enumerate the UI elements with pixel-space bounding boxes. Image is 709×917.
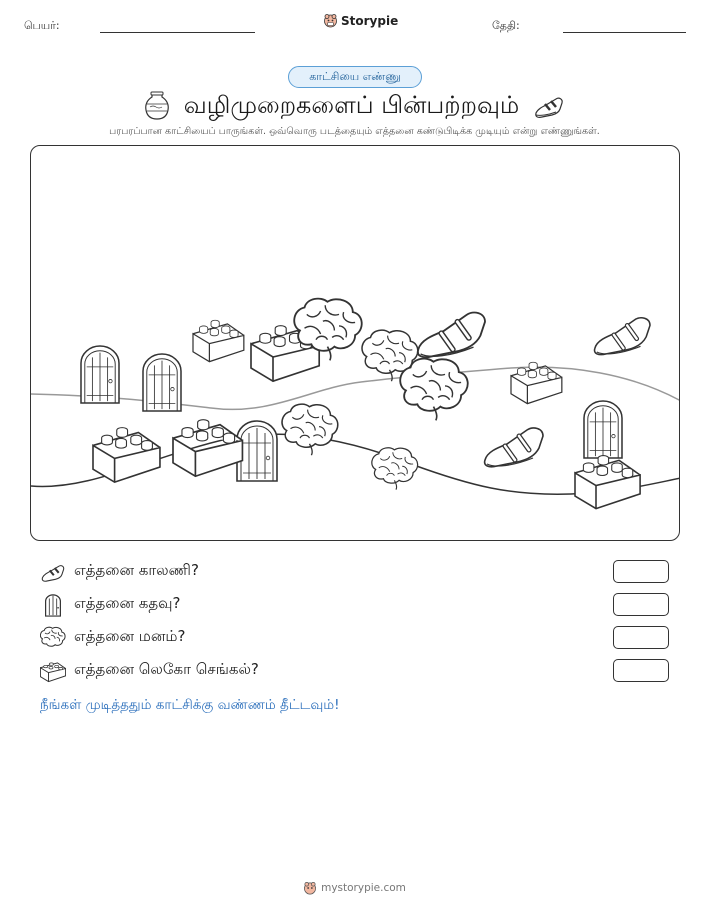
lego-brick — [193, 320, 244, 361]
sandal-icon — [40, 560, 66, 584]
date-field[interactable] — [563, 32, 686, 33]
name-label: பெயர்: — [24, 19, 60, 32]
question-text: எத்தனை காலணி? — [74, 561, 199, 579]
brand-name: Storypie — [341, 13, 399, 28]
site-url[interactable]: mystorypie.com — [321, 882, 406, 894]
door — [143, 354, 181, 411]
question-text: எத்தனை மனம்? — [74, 627, 186, 645]
question-text: எத்தனை கதவு? — [74, 594, 181, 612]
answer-box[interactable] — [613, 560, 669, 583]
brain — [282, 404, 338, 455]
answer-box[interactable] — [613, 593, 669, 616]
brain — [372, 448, 418, 490]
lego-brick — [511, 362, 562, 403]
door-icon — [40, 593, 66, 617]
answer-box[interactable] — [613, 659, 669, 682]
brain — [400, 359, 468, 421]
brand — [323, 13, 398, 28]
door — [584, 401, 622, 458]
name-field[interactable] — [100, 32, 255, 33]
instructions: பரபரப்பான காட்சியைப் பாருங்கள். ஒவ்வொரு படத்தையும் எத்தனை கண்டுபிடிக்க முடியும் என்று எண்ணுங்கள். — [109, 126, 600, 137]
sandal — [595, 318, 650, 355]
answer-box[interactable] — [613, 626, 669, 649]
lego-brick — [173, 420, 242, 477]
sandal-icon — [533, 93, 565, 119]
brain-icon — [40, 626, 66, 650]
question-sandal — [40, 558, 672, 586]
coloring-instruction: நீங்கள் முடித்ததும் காட்சிக்கு வண்ணம் தீட்டவும்! — [40, 697, 340, 713]
sandal — [418, 313, 485, 358]
question-lego-brick — [40, 657, 672, 685]
scene-canvas — [31, 146, 680, 541]
counting-scene — [30, 145, 680, 541]
page-title: வழிமுறைகளைப் பின்பற்றவும் — [183, 90, 520, 119]
lego-brick — [575, 456, 640, 509]
lego-brick — [93, 428, 160, 483]
title-row — [0, 88, 709, 124]
sandal — [485, 428, 543, 467]
pot-icon — [144, 91, 170, 121]
footer-site — [0, 881, 709, 895]
lego-brick-icon — [40, 659, 66, 683]
question-door — [40, 591, 672, 619]
question-brain — [40, 624, 672, 652]
storypie-logo-icon — [303, 881, 317, 895]
ground-line-back — [31, 367, 680, 409]
question-text: எத்தனை லெகோ செங்கல்? — [74, 660, 259, 678]
date-label: தேதி: — [492, 19, 520, 32]
door — [81, 346, 119, 403]
activity-badge: காட்சியை எண்ணு — [288, 66, 422, 88]
storypie-logo-icon — [323, 13, 338, 28]
